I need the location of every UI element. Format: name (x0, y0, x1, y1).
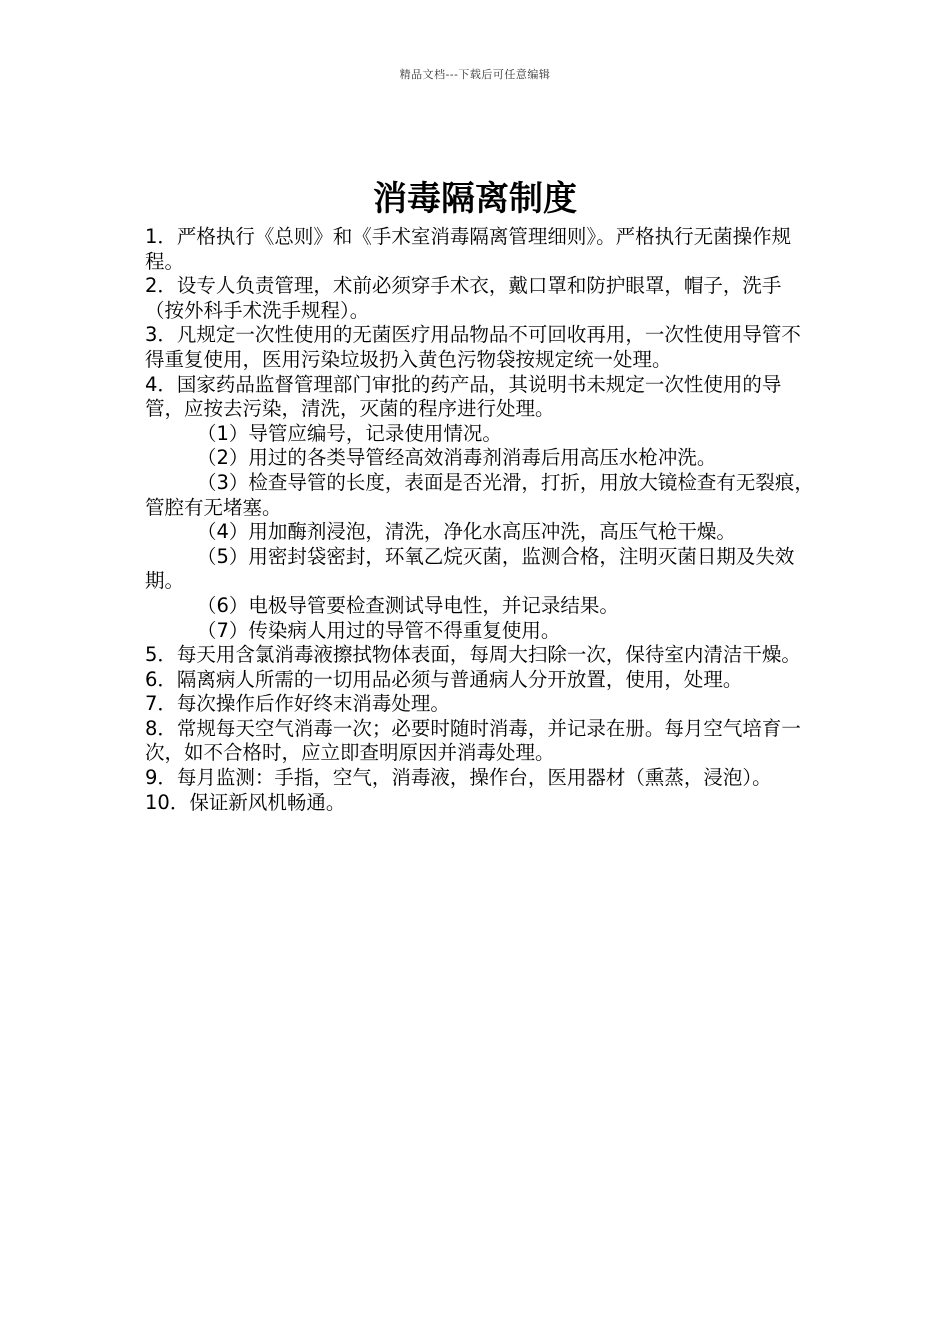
paragraph-7: 7．每次操作后作好终末消毒处理。 (145, 692, 450, 716)
paragraph-1: 1．严格执行《总则》和《手术室消毒隔离管理细则》。严格执行无菌操作规程。 (145, 225, 792, 273)
sub-item-3: （3）检查导管的长度，表面是否光滑，打折，用放大镜检查有无裂痕，管腔有无堵塞。 (145, 470, 814, 519)
sub-item-7: （7）传染病人用过的导管不得重复使用。 (197, 618, 561, 642)
paragraph-8: 8．常规每天空气消毒一次；必要时随时消毒，并记录在册。每月空气培育一次，如不合格时，应立即查明原因并消毒处理。 (145, 716, 801, 765)
paragraph-3: 3．凡规定一次性使用的无菌医疗用品物品不可回收再用，一次性使用导管不得重复使用，医用污染垃圾扔入黄色污物袋按规定统一处理。 (145, 323, 801, 371)
sub-item-2: （2）用过的各类导管经高效消毒剂消毒后用高压水枪冲洗。 (197, 446, 717, 470)
paragraph-6: 6．隔离病人所需的一切用品必须与普通病人分开放置，使用，处理。 (145, 667, 743, 691)
sub-item-1: （1）导管应编号，记录使用情况。 (197, 421, 502, 445)
page-title: 消毒隔离制度 (373, 179, 577, 219)
sub-item-4: （4）用加酶剂浸泡，清洗，净化水高压冲洗，高压气枪干燥。 (197, 520, 736, 544)
paragraph-2: 2．设专人负责管理，术前必须穿手术衣，戴口罩和防护眼罩，帽子，洗手（按外科手术洗手规程）。 (145, 274, 782, 322)
sub-item-6: （6）电极导管要检查测试导电性，并记录结果。 (197, 593, 619, 617)
paragraph-4: 4．国家药品监督管理部门审批的药产品，其说明书未规定一次性使用的导管，应按去污染，清洗，灭菌的程序进行处理。 (145, 372, 782, 421)
header-note: 精品文档---下载后可任意编辑 (399, 68, 551, 81)
paragraph-10: 10．保证新风机畅通。 (145, 790, 346, 814)
sub-item-5: （5）用密封袋密封，环氧乙烷灭菌，监测合格，注明灭菌日期及失效期。 (145, 544, 795, 593)
paragraph-5: 5．每天用含氯消毒液擦拭物体表面，每周大扫除一次，保待室内清洁干燥。 (145, 643, 801, 667)
paragraph-9: 9．每月监测：手指，空气，消毒液，操作台，医用器材（熏蒸，浸泡）。 (145, 766, 772, 790)
document-body (145, 225, 815, 815)
